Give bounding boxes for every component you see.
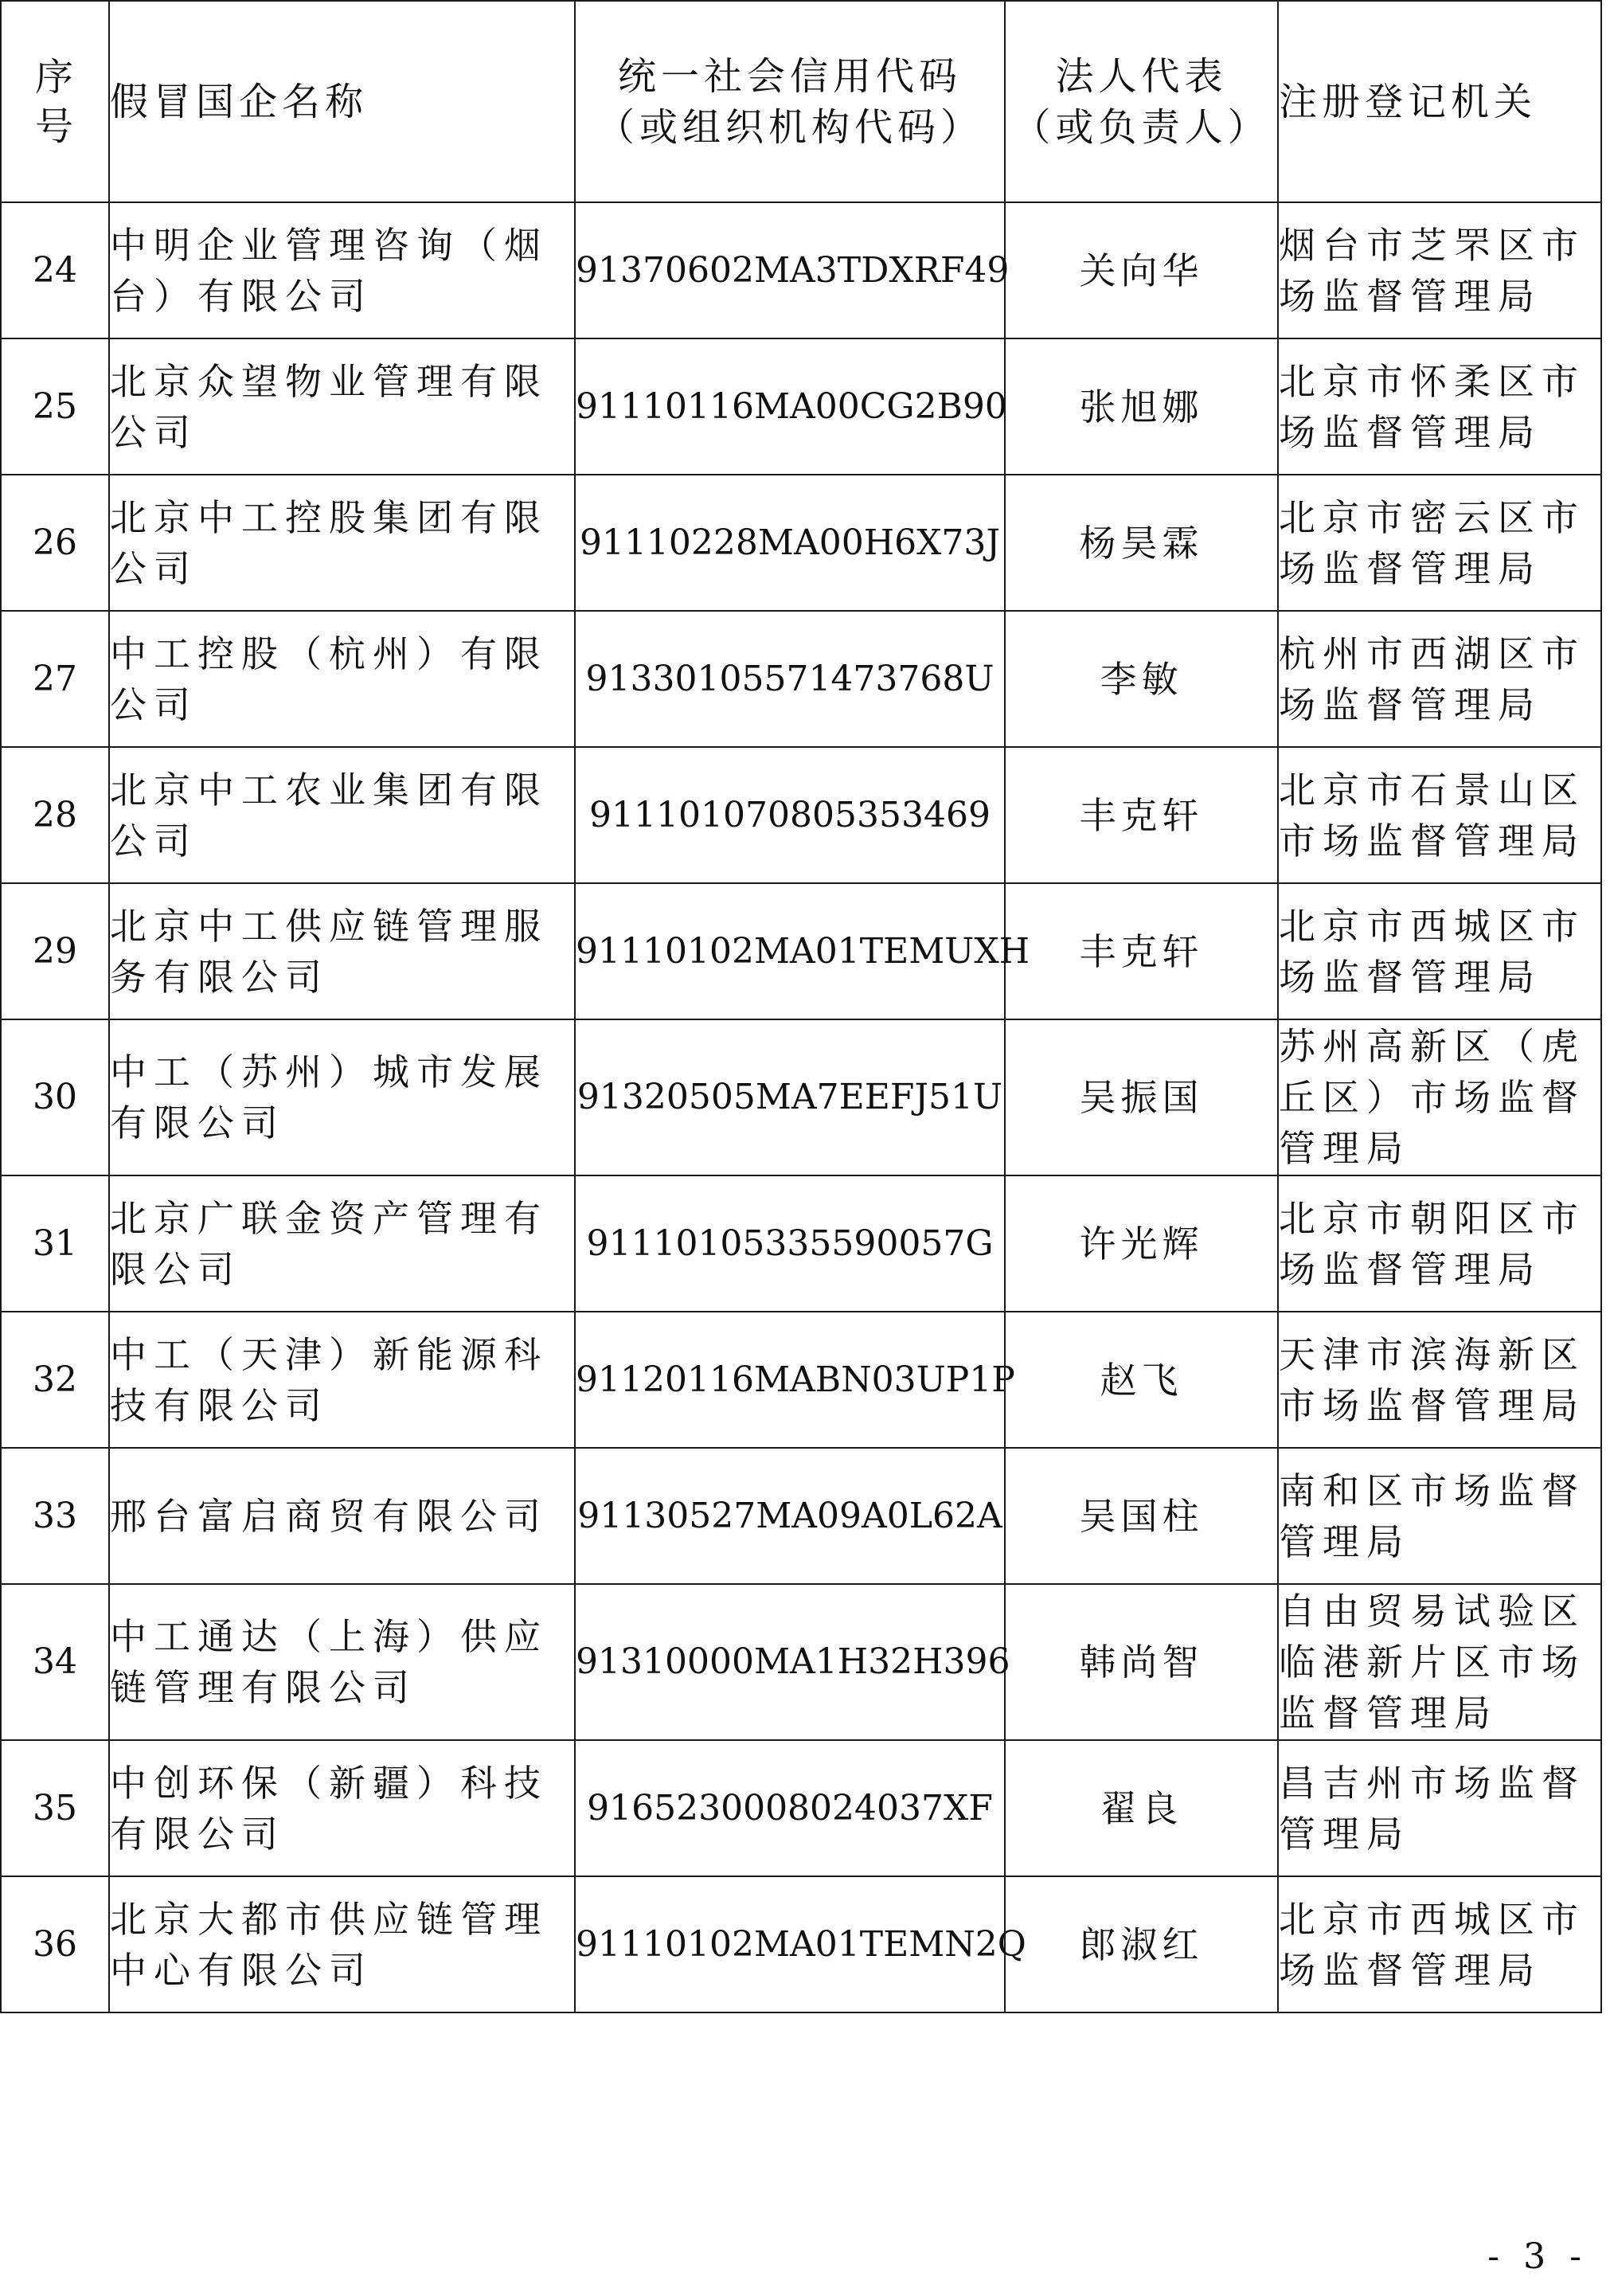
company-name-cell: 北京中工农业集团有限公司 xyxy=(109,747,575,883)
table-row xyxy=(1,1019,1601,1175)
serial-number-cell: 30 xyxy=(1,1019,109,1175)
company-name-cell: 中创环保（新疆）科技有限公司 xyxy=(109,1740,575,1876)
header-serial-number xyxy=(1,1,109,202)
serial-number-cell: 32 xyxy=(1,1312,109,1448)
serial-number-cell: 29 xyxy=(1,883,109,1019)
table-row xyxy=(1,202,1601,338)
company-name-cell: 中工（天津）新能源科技有限公司 xyxy=(109,1312,575,1448)
credit-code-cell: 91110105335590057G xyxy=(575,1175,1005,1312)
company-name-cell: 北京众望物业管理有限公司 xyxy=(109,338,575,475)
registration-authority-cell: 自由贸易试验区临港新片区市场监督管理局 xyxy=(1278,1584,1601,1740)
company-name-cell: 北京广联金资产管理有限公司 xyxy=(109,1175,575,1312)
serial-number-cell: 34 xyxy=(1,1584,109,1740)
credit-code-cell: 91110116MA00CG2B90 xyxy=(575,338,1005,475)
header-credit-code-line2: （或组织机构代码） xyxy=(596,104,983,150)
registration-authority-cell: 北京市密云区市场监督管理局 xyxy=(1278,475,1601,611)
company-name-cell: 中明企业管理咨询（烟台）有限公司 xyxy=(109,202,575,338)
legal-rep-cell: 李敏 xyxy=(1005,611,1278,747)
registration-authority-cell: 北京市怀柔区市场监督管理局 xyxy=(1278,338,1601,475)
header-registration-authority: 注册登记机关 xyxy=(1278,1,1601,202)
company-name-cell: 北京大都市供应链管理中心有限公司 xyxy=(109,1876,575,2012)
header-legal-rep-line2: （或负责人） xyxy=(1012,104,1271,150)
table-header xyxy=(1,1,1601,202)
header-legal-rep-line1: 法人代表 xyxy=(1055,53,1228,99)
table-row xyxy=(1,611,1601,747)
registration-authority-cell: 天津市滨海新区市场监督管理局 xyxy=(1278,1312,1601,1448)
table-row xyxy=(1,338,1601,475)
table-row xyxy=(1,1448,1601,1584)
legal-rep-cell: 杨昊霖 xyxy=(1005,475,1278,611)
header-credit-code xyxy=(575,1,1005,202)
serial-number-cell: 27 xyxy=(1,611,109,747)
registration-authority-cell: 苏州高新区（虎丘区）市场监督管理局 xyxy=(1278,1019,1601,1175)
registration-authority-cell: 烟台市芝罘区市场监督管理局 xyxy=(1278,202,1601,338)
header-legal-rep xyxy=(1005,1,1278,202)
table-row xyxy=(1,1584,1601,1740)
table-row xyxy=(1,1740,1601,1876)
serial-number-cell: 35 xyxy=(1,1740,109,1876)
table-body xyxy=(1,202,1601,2012)
table-row xyxy=(1,1312,1601,1448)
company-name-cell: 中工（苏州）城市发展有限公司 xyxy=(109,1019,575,1175)
registration-authority-cell: 南和区市场监督管理局 xyxy=(1278,1448,1601,1584)
company-name-cell: 北京中工控股集团有限公司 xyxy=(109,475,575,611)
page-number: - 3 - xyxy=(1487,2236,1588,2277)
company-name-cell: 北京中工供应链管理服务有限公司 xyxy=(109,883,575,1019)
serial-number-cell: 33 xyxy=(1,1448,109,1584)
registration-authority-cell: 北京市朝阳区市场监督管理局 xyxy=(1278,1175,1601,1312)
credit-code-cell: 91130527MA09A0L62A xyxy=(575,1448,1005,1584)
legal-rep-cell: 关向华 xyxy=(1005,202,1278,338)
serial-number-cell: 26 xyxy=(1,475,109,611)
registration-authority-cell: 北京市西城区市场监督管理局 xyxy=(1278,1876,1601,2012)
table-row xyxy=(1,1175,1601,1312)
credit-code-cell: 91370602MA3TDXRF49 xyxy=(575,202,1005,338)
serial-number-cell: 25 xyxy=(1,338,109,475)
serial-number-cell: 28 xyxy=(1,747,109,883)
credit-code-cell: 91310000MA1H32H396 xyxy=(575,1584,1005,1740)
registration-authority-cell: 北京市西城区市场监督管理局 xyxy=(1278,883,1601,1019)
company-name-cell: 中工控股（杭州）有限公司 xyxy=(109,611,575,747)
serial-number-cell: 24 xyxy=(1,202,109,338)
credit-code-cell: 91120116MABN03UP1P xyxy=(575,1312,1005,1448)
credit-code-cell: 91110228MA00H6X73J xyxy=(575,475,1005,611)
company-name-cell: 邢台富启商贸有限公司 xyxy=(109,1448,575,1584)
legal-rep-cell: 吴国柱 xyxy=(1005,1448,1278,1584)
header-serial-number-label: 序号 xyxy=(35,54,79,149)
credit-code-cell: 911101070805353469 xyxy=(575,747,1005,883)
legal-rep-cell: 赵飞 xyxy=(1005,1312,1278,1448)
credit-code-cell: 91330105571473768U xyxy=(575,611,1005,747)
registration-authority-cell: 昌吉州市场监督管理局 xyxy=(1278,1740,1601,1876)
legal-rep-cell: 丰克轩 xyxy=(1005,747,1278,883)
table-row xyxy=(1,883,1601,1019)
table-row xyxy=(1,475,1601,611)
legal-rep-cell: 韩尚智 xyxy=(1005,1584,1278,1740)
legal-rep-cell: 许光辉 xyxy=(1005,1175,1278,1312)
legal-rep-cell: 张旭娜 xyxy=(1005,338,1278,475)
legal-rep-cell: 吴振国 xyxy=(1005,1019,1278,1175)
header-company-name: 假冒国企名称 xyxy=(109,1,575,202)
header-row xyxy=(1,1,1601,202)
credit-code-cell: 91110102MA01TEMUXH xyxy=(575,883,1005,1019)
legal-rep-cell: 丰克轩 xyxy=(1005,883,1278,1019)
registration-authority-cell: 北京市石景山区市场监督管理局 xyxy=(1278,747,1601,883)
table-row xyxy=(1,1876,1601,2012)
header-credit-code-line1: 统一社会信用代码 xyxy=(617,53,962,99)
table-row xyxy=(1,747,1601,883)
credit-code-cell: 91320505MA7EEFJ51U xyxy=(575,1019,1005,1175)
serial-number-cell: 36 xyxy=(1,1876,109,2012)
serial-number-cell: 31 xyxy=(1,1175,109,1312)
legal-rep-cell: 翟良 xyxy=(1005,1740,1278,1876)
credit-code-cell: 9165230008024037XF xyxy=(575,1740,1005,1876)
company-name-cell: 中工通达（上海）供应链管理有限公司 xyxy=(109,1584,575,1740)
legal-rep-cell: 郎淑红 xyxy=(1005,1876,1278,2012)
credit-code-cell: 91110102MA01TEMN2Q xyxy=(575,1876,1005,2012)
registration-authority-cell: 杭州市西湖区市场监督管理局 xyxy=(1278,611,1601,747)
